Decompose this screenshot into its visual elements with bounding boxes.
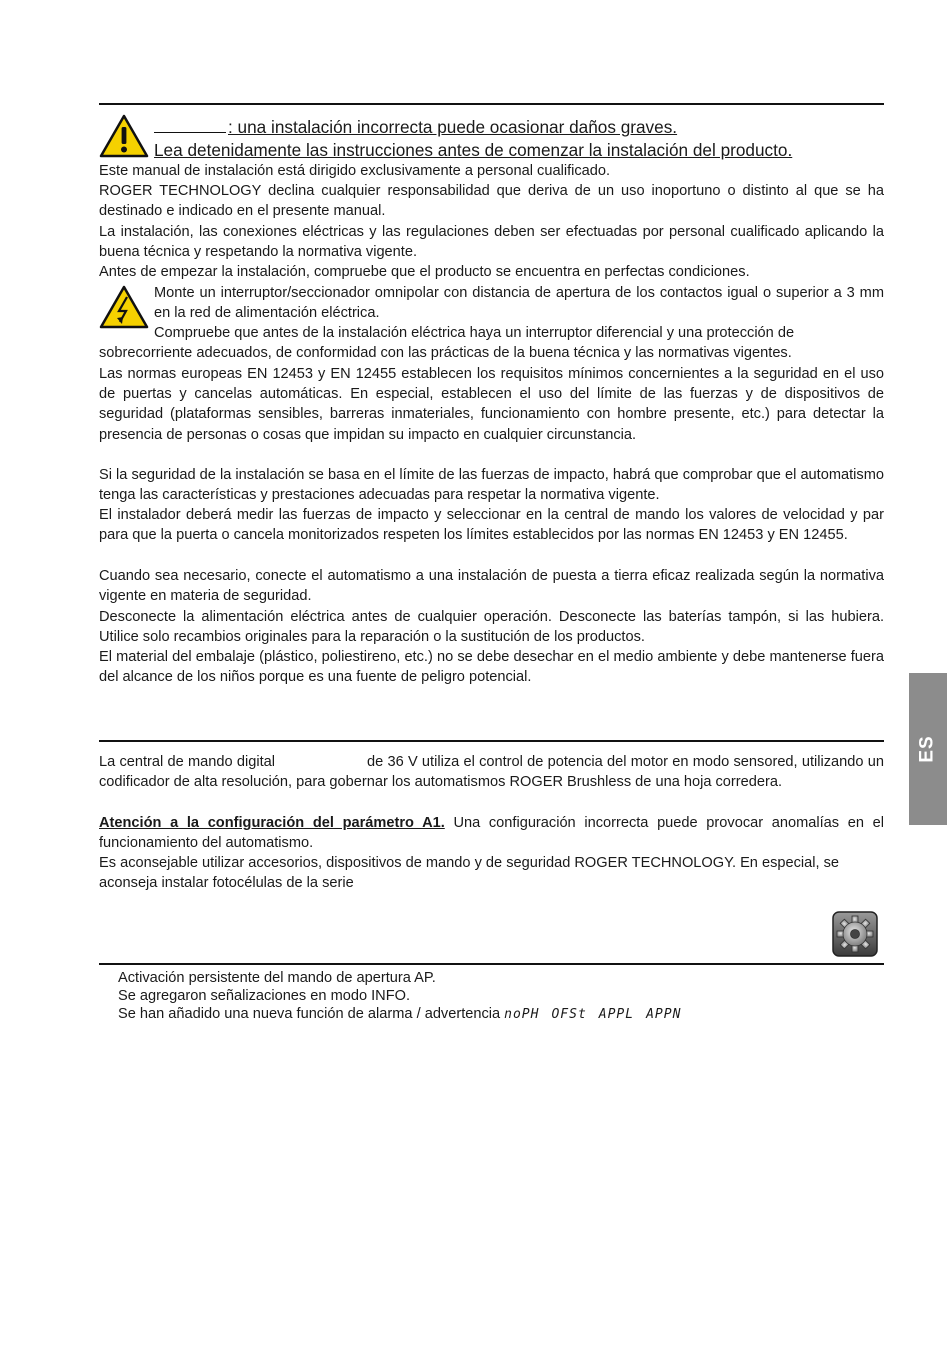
intro-paragraph-1-rest: de 36 V utiliza el control de potencia del motor en modo sensored, utilizando un codificador de alta resolución, para gobernar los automatismos ROGER Brushless de una hoja corredera. [99,754,884,791]
language-tab-label: ES [916,735,938,763]
intro-paragraph-3: Es aconsejable utilizar accesorios, dispositivos de mando y de seguridad ROGER TECHNOLOGY. En especial, se aconseja instalar fotocélulas de la serie [99,855,840,892]
intro-paragraph-1 [99,752,884,792]
safety-paragraph-2: ROGER TECHNOLOGY declina cualquier responsabilidad que deriva de un uso inoportuno o distinto al que se ha destinado e indicado en el presente manual. [99,183,884,220]
warning-triangle-icon [99,114,149,158]
safety-paragraph-6a: Compruebe que antes de la instalación eléctrica haya un interruptor diferencial y una protección de [154,325,795,341]
safety-paragraph-7: Las normas europeas EN 12453 y EN 12455 establecen los requisitos mínimos concernientes a la seguridad en el uso de puertas y cancelas automáticas. En especial, establecen el uso del límite de las fuerzas y de dispositivos de seguridad (plataformas sensibles, barreras inmateriales, funcionamiento con hombre presente, etc.) para detectar la presencia de personas o cosas que impidan su impacto en cualquier circunstancia. [99,366,884,443]
safety-paragraph-11: Desconecte la alimentación eléctrica antes de cualquier operación. Desconecte las baterías tampón, si las hubiera. Utilice solo recambios originales para la reparación o la sustitución de los productos. [99,609,884,646]
safety-paragraph-10: Cuando sea necesario, conecte el automatismo a una instalación de puesta a tierra eficaz realizada según la normativa vigente en materia de seguridad. [99,568,884,605]
warning-heading [154,116,677,138]
changes-item-2: Se agregaron señalizaciones en modo INFO. [118,988,411,1004]
warning-subheading: Lea detenidamente las instrucciones antes de comenzar la instalación del producto. [154,140,793,160]
safety-paragraph-6b: sobrecorriente adecuados, de conformidad con las prácticas de la buena técnica y las normativas vigentes. [99,345,792,361]
alarm-code-OFSt: OFSt [551,1007,587,1022]
alarm-code-noPH: noPH [504,1007,540,1022]
safety-paragraph-12: El material del embalaje (plástico, poliestireno, etc.) no se debe desechar en el medio ambiente y debe mantenerse fuera del alcance de los niños porque es una fuente de peligro potencial. [99,649,884,686]
safety-paragraph-8: Si la seguridad de la instalación se basa en el límite de las fuerzas de impacto, habrá que comprobar que el automatismo tenga las características y prestaciones adecuadas para respetar la normativa vigente. [99,467,884,504]
warning-label-blank [154,118,226,133]
changes-item-3-text: Se han añadido una nueva función de alarma / advertencia [118,1006,501,1022]
warning-heading-text: : una instalación incorrecta puede ocasionar daños graves. [228,117,678,137]
gear-settings-icon [832,911,878,957]
changes-item-1: Activación persistente del mando de apertura AP. [118,970,436,986]
intro-paragraph-2-rest: Una configuración incorrecta puede provocar anomalías en el funcionamiento del automatismo. [99,815,884,852]
intro-attention-label: Atención a la configuración del parámetro A1. [99,815,445,831]
safety-paragraph-1: Este manual de instalación está dirigido exclusivamente a personal cualificado. [99,163,611,179]
safety-paragraph-9: El instalador deberá medir las fuerzas de impacto y seleccionar en la central de mando los valores de velocidad y par para que la puerta o cancela monitorizados respeten los límites establecidos por las normas EN 12453 y EN 12455. [99,507,884,544]
language-tab [909,673,947,825]
alarm-code-APPN: APPN [646,1007,682,1022]
electrical-hazard-icon [99,285,149,329]
safety-paragraph-3: La instalación, las conexiones eléctricas y las regulaciones deben ser efectuadas por personal cualificado aplicando la buena técnica y respetando la normativa vigente. [99,224,884,261]
top-rule [99,103,884,105]
intro-paragraph-2 [99,813,884,853]
intro-rule [99,740,884,742]
safety-paragraph-5: Monte un interruptor/seccionador omnipolar con distancia de apertura de los contactos igual o superior a 3 mm en la red de alimentación eléctrica. [154,285,884,322]
alarm-code-APPL: APPL [598,1007,635,1022]
changes-rule [99,963,884,965]
changes-item-3 [118,1005,681,1024]
intro-paragraph-1-start: La central de mando digital [99,754,275,770]
safety-paragraph-4: Antes de empezar la instalación, compruebe que el producto se encuentra en perfectas condiciones. [99,264,750,280]
